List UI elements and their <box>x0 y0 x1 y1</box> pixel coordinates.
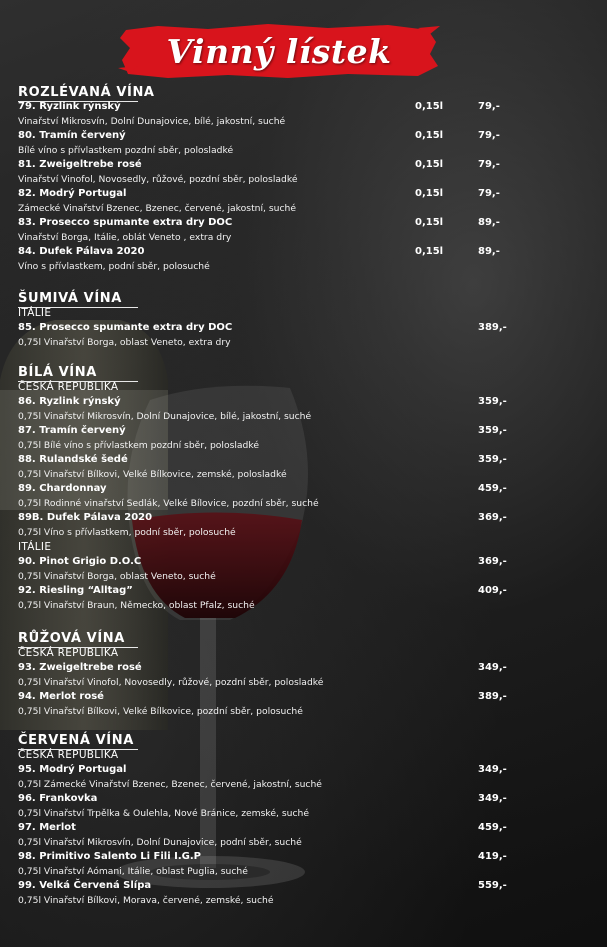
wine-description: 0,75l Rodinné vinařství Sedlák, Velké Bílovice, pozdní sběr, suché <box>18 498 319 509</box>
wine-description: Víno s přívlastkem, podní sběr, polosuché <box>18 261 210 272</box>
wine-price: 369,- <box>478 512 507 523</box>
section-white-wines <box>18 366 578 613</box>
wine-price: 369,- <box>478 556 507 567</box>
list-item <box>18 850 578 879</box>
wine-price: 389,- <box>478 322 507 333</box>
wine-description: 0,75l Vinařství Aómani, Itálie, oblast Puglia, suché <box>18 866 248 877</box>
wine-name: 90. Pinot Grigio D.O.C <box>18 556 142 567</box>
list-item <box>18 879 578 908</box>
country-label: ITÁLIE <box>18 307 52 319</box>
wine-price: 349,- <box>478 793 507 804</box>
wine-price: 359,- <box>478 454 507 465</box>
wine-name: 94. Merlot rosé <box>18 691 104 702</box>
wine-description: 0,75l Vinařství Bílkovi, Velké Bílkovice, zemské, polosladké <box>18 469 287 480</box>
wine-price: 409,- <box>478 585 507 596</box>
wine-name: 97. Merlot <box>18 822 76 833</box>
country-label: ČESKÁ REPUBLIKA <box>18 749 119 761</box>
list-item <box>18 511 578 540</box>
wine-price: 349,- <box>478 764 507 775</box>
wine-description: 0,75l Vinařství Borga, oblast Veneto, suché <box>18 571 216 582</box>
list-item <box>18 821 578 850</box>
list-item <box>18 216 578 245</box>
wine-description: 0,75l Zámecké Vinařství Bzenec, Bzenec, červené, jakostní, suché <box>18 779 322 790</box>
wine-volume: 0,15l <box>415 130 444 141</box>
wine-price: 419,- <box>478 851 507 862</box>
section-red-wines <box>18 734 578 908</box>
wine-name: 79. Ryzlink rýnský <box>18 101 121 112</box>
wine-price: 559,- <box>478 880 507 891</box>
wine-price: 79,- <box>478 188 500 199</box>
wine-name: 98. Primitivo Salento Li Fili I.G.P <box>18 851 201 862</box>
wine-description: 0,75l Vinařství Bílkovi, Morava, červené, zemské, suché <box>18 895 274 906</box>
wine-description: 0,75l Víno s přívlastkem, podní sběr, polosuché <box>18 527 236 538</box>
wine-name: 92. Riesling “Alltag” <box>18 585 133 596</box>
list-item <box>18 661 578 690</box>
wine-description: 0,75l Bílé víno s přívlastkem pozdní sběr, polosladké <box>18 440 260 451</box>
wine-description: 0,75l Vinařství Trpělka & Oulehla, Nové Bránice, zemské, suché <box>18 808 310 819</box>
section-title: BÍLÁ VÍNA <box>18 366 578 380</box>
country-label: ČESKÁ REPUBLIKA <box>18 647 119 659</box>
wine-price: 459,- <box>478 483 507 494</box>
list-item <box>18 321 578 350</box>
wine-name: 95. Modrý Portugal <box>18 764 127 775</box>
list-item <box>18 158 578 187</box>
list-item <box>18 453 578 482</box>
wine-name: 88. Rulandské šedé <box>18 454 128 465</box>
wine-description: 0,75l Vinařství Braun, Německo, oblast Pfalz, suché <box>18 600 255 611</box>
wine-price: 349,- <box>478 662 507 673</box>
wine-price: 359,- <box>478 396 507 407</box>
section-title: ŠUMIVÁ VÍNA <box>18 292 578 306</box>
wine-price: 89,- <box>478 246 500 257</box>
wine-name: 99. Velká Červená Slípa <box>18 880 152 891</box>
wine-name: 84. Dufek Pálava 2020 <box>18 246 145 257</box>
section-title: ČERVENÁ VÍNA <box>18 734 578 748</box>
wine-name: 96. Frankovka <box>18 793 98 804</box>
wine-description: 0,75l Vinařství Borga, oblast Veneto, extra dry <box>18 337 231 348</box>
wine-name: 85. Prosecco spumante extra dry DOC <box>18 322 233 333</box>
list-item <box>18 100 578 129</box>
list-item <box>18 792 578 821</box>
wine-volume: 0,15l <box>415 188 444 199</box>
list-item <box>18 395 578 424</box>
wine-price: 79,- <box>478 159 500 170</box>
list-item <box>18 763 578 792</box>
wine-name: 87. Tramín červený <box>18 425 126 436</box>
section-title: ROZLÉVANÁ VÍNA <box>18 86 578 100</box>
page-title: Vinný lístek <box>166 31 392 71</box>
wine-price: 359,- <box>478 425 507 436</box>
wine-price: 459,- <box>478 822 507 833</box>
section-title: RŮŽOVÁ VÍNA <box>18 632 578 646</box>
wine-volume: 0,15l <box>415 159 444 170</box>
wine-description: Vinařství Vinofol, Novosedly, růžové, pozdní sběr, polosladké <box>18 174 298 185</box>
wine-price: 389,- <box>478 691 507 702</box>
section-rose-wines <box>18 632 578 719</box>
wine-name: 93. Zweigeltrebe rosé <box>18 662 142 673</box>
wine-volume: 0,15l <box>415 217 444 228</box>
wine-description: Vinařství Borga, Itálie, oblát Veneto , extra dry <box>18 232 232 243</box>
wine-price: 79,- <box>478 101 500 112</box>
wine-price: 79,- <box>478 130 500 141</box>
list-item <box>18 245 578 274</box>
wine-name: 82. Modrý Portugal <box>18 188 127 199</box>
list-item <box>18 555 578 584</box>
wine-description: 0,75l Vinařství Mikrosvín, Dolní Dunajovice, bílé, jakostní, suché <box>18 411 312 422</box>
wine-name: 80. Tramín červený <box>18 130 126 141</box>
wine-volume: 0,15l <box>415 246 444 257</box>
wine-description: Zámecké Vinařství Bzenec, Bzenec, červené, jakostní, suché <box>18 203 297 214</box>
list-item <box>18 482 578 511</box>
section-glass-wines <box>18 86 578 274</box>
wine-volume: 0,15l <box>415 101 444 112</box>
wine-description: 0,75l Vinařství Bílkovi, Velké Bílkovice, pozdní sběr, polosuché <box>18 706 303 717</box>
list-item <box>18 690 578 719</box>
wine-name: 86. Ryzlink rýnský <box>18 396 121 407</box>
wine-description: 0,75l Vinařství Vinofol, Novosedly, růžové, pozdní sběr, polosladké <box>18 677 324 688</box>
wine-price: 89,- <box>478 217 500 228</box>
wine-name: 81. Zweigeltrebe rosé <box>18 159 142 170</box>
list-item <box>18 584 578 613</box>
wine-name: 83. Prosecco spumante extra dry DOC <box>18 217 233 228</box>
list-item <box>18 424 578 453</box>
wine-name: 89. Chardonnay <box>18 483 107 494</box>
section-sparkling-wines <box>18 292 578 350</box>
wine-description: Vinařství Mikrosvín, Dolní Dunajovice, bílé, jakostní, suché <box>18 116 286 127</box>
country-label: ITÁLIE <box>18 541 52 553</box>
wine-description: 0,75l Vinařství Mikrosvín, Dolní Dunajovice, podní sběr, suché <box>18 837 302 848</box>
list-item <box>18 187 578 216</box>
list-item <box>18 129 578 158</box>
wine-name: 89B. Dufek Pálava 2020 <box>18 512 153 523</box>
wine-description: Bílé víno s přívlastkem pozdní sběr, polosladké <box>18 145 234 156</box>
country-label: ČESKÁ REPUBLIKA <box>18 381 119 393</box>
